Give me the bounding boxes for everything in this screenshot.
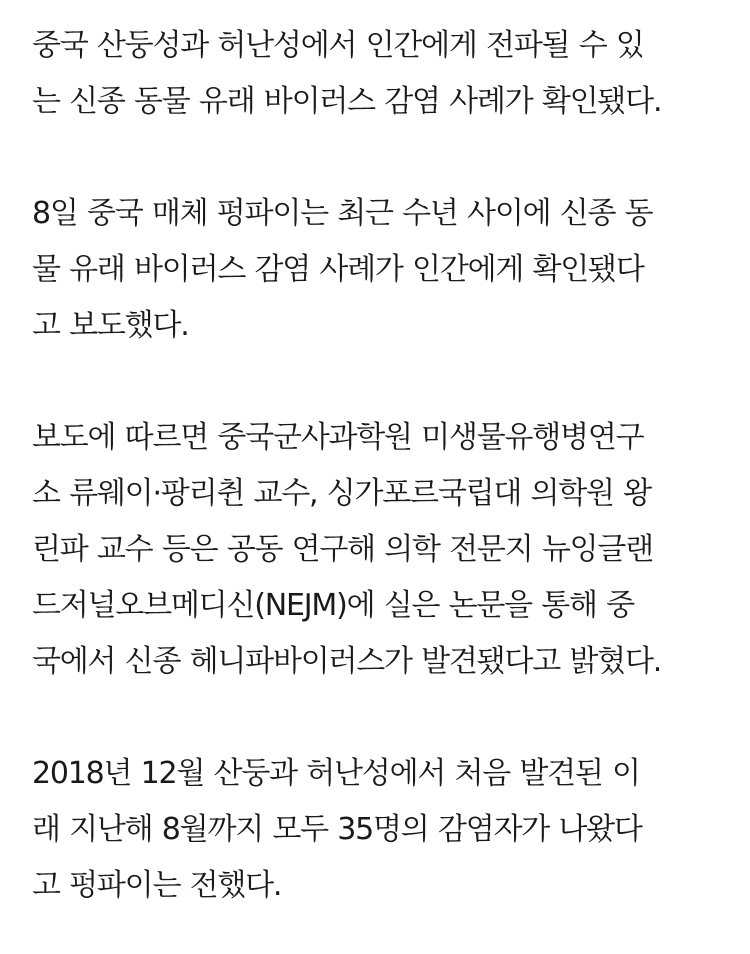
paragraph-1 (32, 18, 732, 130)
paragraph-spacer (32, 690, 732, 746)
text-line: 2018년 12월 산둥과 허난성에서 처음 발견된 이 (32, 756, 640, 791)
paragraph-spacer (32, 130, 732, 186)
text-line: 국에서 신종 헤니파바이러스가 발견됐다고 밝혔다. (32, 644, 662, 679)
text-line: 린파 교수 등은 공동 연구해 의학 전문지 뉴잉글랜 (32, 532, 653, 567)
text-line: 보도에 따르면 중국군사과학원 미생물유행병연구 (32, 420, 644, 455)
text-line: 고 펑파이는 전했다. (32, 868, 282, 903)
paragraph-spacer (32, 354, 732, 410)
text-line: 8일 중국 매체 펑파이는 최근 수년 사이에 신종 동 (32, 196, 653, 231)
text-line: 래 지난해 8월까지 모두 35명의 감염자가 나왔다 (32, 812, 642, 847)
text-line: 는 신종 동물 유래 바이러스 감염 사례가 확인됐다. (32, 84, 662, 119)
article-body (32, 18, 732, 914)
text-line: 소 류웨이·팡리췬 교수, 싱가포르국립대 의학원 왕 (32, 476, 651, 511)
paragraph-2 (32, 186, 732, 354)
text-line: 드저널오브메디신(NEJM)에 실은 논문을 통해 중 (32, 588, 634, 623)
paragraph-3 (32, 410, 732, 690)
text-line: 중국 산둥성과 허난성에서 인간에게 전파될 수 있 (32, 28, 644, 63)
text-line: 물 유래 바이러스 감염 사례가 인간에게 확인됐다 (32, 252, 644, 287)
paragraph-4 (32, 746, 732, 914)
text-line: 고 보도했다. (32, 308, 189, 343)
